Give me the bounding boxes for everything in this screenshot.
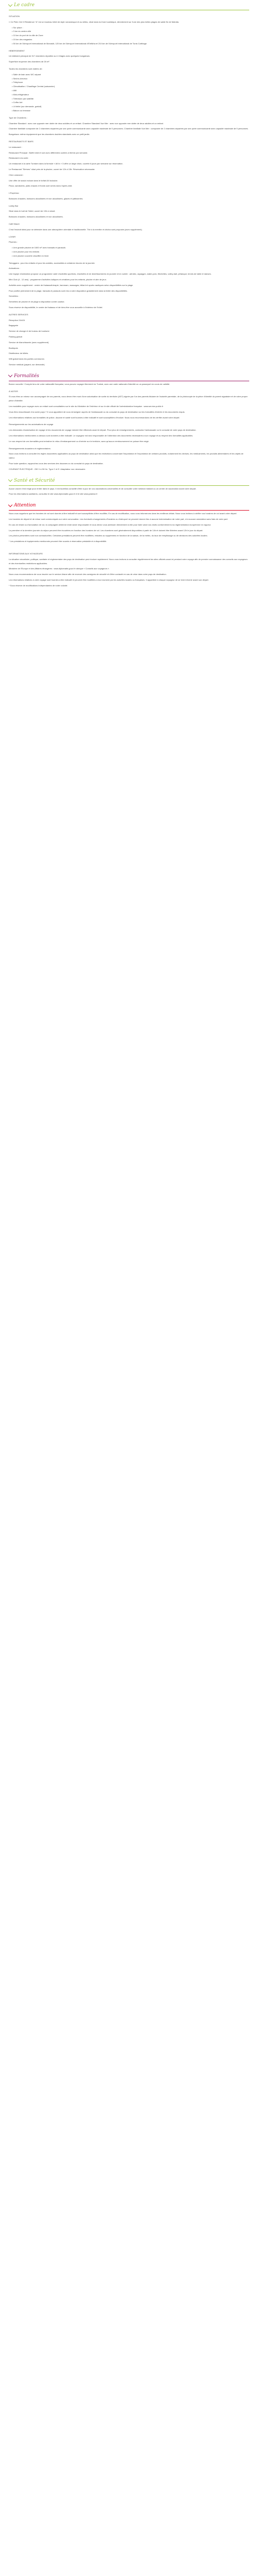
paragraph: Les modalités pour voyager avec un enfant sont consultables sur le site du Ministère de l'Intérieur et sur le site officiel de l'administration française : www.service-public.fr (9, 404, 164, 408)
section-body (9, 486, 249, 497)
list-item: • Salle de bain avec WC séparé (12, 73, 249, 77)
subheading: LOISIR (9, 235, 16, 238)
paragraph: « Ce Plein Ciel II Résidence "A" est un bouleau hôtel de style romanesque et au milieu, situé dans la Zone touristique, directement sur l'une des plus belles plages de sable fin de Mahdia. (9, 20, 180, 23)
bullet-list (9, 26, 249, 46)
paragraph: Les photos présentées sont non contractuelles. Certaines prestations peuvent être modifiées, réduites ou supprimées en fonction de la saison, de la météo, du taux de remplissage ou de décisions des autorités locales. (9, 534, 208, 537)
paragraph: Nous vous invitons à consulter les règles douanières applicables au pays de destination ainsi que les restrictions concernant l'importation et l'exportation de certains produits, notamment les devises, les médicaments, les produits alimentaires et les objets de valeur. (9, 452, 244, 460)
paragraph: Le non-respect de ces formalités peut entraîner le refus d'embarquement ou d'entrée sur le territoire, sans qu'aucun remboursement ne puisse être exigé. (9, 439, 149, 443)
paragraph: La première et la dernière journée du séjour peuvent être écourtées en fonction des horaires de vol. Les chambres sont généralement disponibles à partir de 14h et doivent être libérées avant 12h le jour du départ. (9, 529, 203, 532)
paragraph: Nous vous recommandons de vous inscrire sur le service Ariane afin de recevoir des consignes de sécurité et d'être contacté en cas de crise dans votre pays de destination. (9, 573, 167, 576)
paragraph: Bagagerie (9, 324, 19, 327)
list-item: • 50 km de l'Aéroport International de Monastir, 120 km de l'Aéroport International d'Enfidha et 210 km de l'Aéroport International de Tunis Carthage. (12, 42, 249, 46)
subheading: Type de Chambres : (9, 116, 28, 119)
section-body (9, 381, 249, 471)
paragraph: Un bâtiment principal de 317 chambres réparties sur 4 étages avec quelques bungalows. (9, 55, 90, 58)
paragraph: Situé dans le hall de l'hôtel, ouvert de 10h à minuit. (9, 210, 56, 213)
paragraph: Piscines : (9, 241, 18, 244)
paragraph: Boissons chaudes, boissons alcoolisées et non alcoolisées, glaces et pâtisseries. (9, 197, 84, 200)
subheading: AUTRES SERVICES (9, 313, 28, 316)
section-body (9, 548, 249, 588)
paragraph: Le restaurant : (9, 145, 22, 148)
subheading: INFORMATIONS AUX VOYAGEURS (9, 552, 43, 555)
paragraph: Chez caravane : (9, 173, 24, 176)
paragraph: Une offre de snack incluse dans le forfait All Inclusive. (9, 179, 58, 182)
paragraph: La situation sécuritaire, politique, sanitaire et réglementaire des pays de destination peut évoluer rapidement. Nous vous invitons à consulter régulièrement les sites officiels avant et pendant votre voyage afin de prendre connaissance des conseils aux voyageurs et des éventuelles restrictions applicables. (9, 557, 248, 565)
subheading: À NOTER (9, 389, 18, 393)
paragraph: En cas de retard ou d'annulation de vol, la compagnie aérienne reste seule responsable et vous devez vous adresser directement à elle pour faire valoir vos droits conformément à la réglementation européenne en vigueur. (9, 523, 212, 526)
paragraph: Boutiques (9, 346, 18, 349)
paragraph: Sous réserve de disponibilité, le centre de thalasso et de bien-être vous accueille à l'intérieur de l'hôtel. (9, 306, 103, 309)
bullet-list (9, 246, 249, 258)
section-header[interactable] (9, 476, 249, 486)
paragraph: Pour les informations sanitaires, consultez le site www.diplomatie.gouv.fr et le site www.pasteur.fr (9, 493, 98, 496)
paragraph: Activités avec supplément : centre de thalassothérapie, hammam, massages, billard et sports nautiques selon disponibilités sur la plage. (9, 283, 134, 286)
list-item: • Télévision par satellite (12, 97, 249, 101)
paragraph: Animations : (9, 267, 21, 270)
list-item: • 15 km des magasins (12, 38, 249, 42)
section-informations (9, 548, 249, 588)
paragraph: Les informations relatives aux formalités de police, douane et santé sont fournies à titre indicatif et sont susceptibles d'évoluer. Nous vous recommandons de les vérifier avant votre départ. (9, 416, 180, 419)
list-item: • 3 km du centre-ville (12, 29, 249, 33)
paragraph: Service médical (payant, sur demande) (9, 363, 45, 366)
subheading: Renseignements sur les autorisations de voyage (9, 423, 54, 426)
paragraph: Superficie moyenne des chambres de 28 m². (9, 60, 50, 63)
paragraph: Service de blanchisserie (avec supplément) (9, 341, 49, 344)
paragraph: Ministère de l'Europe et des Affaires étrangères : www.diplomatie.gouv.fr rubrique « Conseils aux voyageurs ». (9, 567, 110, 570)
paragraph: Toutes les chambres sont dotées de : (9, 67, 43, 70)
list-item: • Une piscine couverte chauffée en hiver (12, 254, 249, 258)
paragraph: C'est l'endroit idéal pour se détendre dans une atmosphère orientale et traditionnelle. Thé à la menthe et chicha sont proposés (avec supplément). (9, 228, 142, 231)
paragraph: Pour toute question, rapprochez-vous des services des douanes ou du consulat du pays de destination. (9, 462, 104, 465)
list-item: • Une grande piscine de 1600 m² avec transats et parasols (12, 246, 249, 250)
paragraph: Les demandes d'autorisation de voyage et les documents de voyage doivent être effectués avant le départ. Pour plus de renseignements, contactez l'ambassade ou le consulat de votre pays de destination. (9, 429, 197, 432)
paragraph: Chambre familiale composée de 2 chambres séparées par une porte communicante avec capacité maximale de 5 personnes. Chambre familiale Vue Mer : composée de 2 chambres séparées par une porte communicante avec capacité maximale de 5 personnes. (9, 127, 249, 130)
chevron-down-icon[interactable] (8, 478, 12, 482)
list-item: • Balcon ou terrasse (12, 109, 249, 113)
section-cadre (9, 0, 249, 367)
section-title: Santé et Sécurité (14, 478, 55, 483)
subheading: RESTAURANTS ET BARS (9, 140, 34, 143)
section-sante (9, 476, 249, 497)
subheading: SITUATION (9, 15, 20, 18)
list-item: • Coffre-fort (12, 100, 249, 105)
paragraph: Restaurant Principal : Buffet midi et soir avec différentes soirées à thème par semaine. (9, 151, 88, 154)
paragraph: * Les prestations et équipements mentionnés peuvent être soumis à réservation préalable et à disponibilité. (9, 540, 107, 543)
section-title: Le cadre (14, 3, 35, 8)
paragraph: Un restaurant à la carte Tunisien dans la formule « All In » 3 offre un large choix, ouverte 6 jours par semaine sur réservation. (9, 162, 123, 165)
section-title: Formalités (14, 373, 39, 379)
paragraph: Restaurant à la carte : (9, 157, 29, 160)
paragraph: Chambre Standard : avec vue opposée mer dotée de deux adultes et un enfant. Chambre Standard Vue Mer : avec vue opposée mer dotée de deux adultes et un enfant. (9, 122, 164, 125)
chevron-down-icon[interactable] (8, 2, 12, 6)
paragraph: Si vous êtes un mineur non accompagné de vos parents, vous devez être muni d'une autorisation de sortie du territoire (AST) signée par l'un des parents titulaire de l'autorité parentale, de la photocopie de la pièce d'identité du parent signataire et de votre propre pièce d'identité. (9, 395, 248, 402)
list-item: • Mini-réfrigérateur (12, 93, 249, 97)
subheading: HEBERGEMENT (9, 49, 25, 52)
list-item: • Lit bébé (sur demande, gratuit) (12, 105, 249, 109)
list-item: • Sèche-cheveux (12, 77, 249, 81)
paragraph: Bonne nouvelle ! Compte tenu de votre nationalité française, vous pouvez voyager librement en Tunisie, avec une carte nationale d'identité ou un passeport en cours de validité. (9, 382, 170, 385)
subheading: L'Espresso (9, 192, 19, 195)
paragraph: COURANT ÉLECTRIQUE : 230 V à 50 Hz. Type C et E. Adaptateur non nécessaire. (9, 467, 86, 470)
paragraph: Le Restaurant "Sirènes" situé près de la piscine, ouvert de 12h à 15h. Réservation nécessaire. (9, 167, 95, 171)
paragraph: Wifi gratuit dans les parties communes (9, 358, 44, 361)
paragraph: Serviettes : (9, 295, 20, 298)
subheading: Café Maure (9, 223, 20, 226)
paragraph: Les informations mentionnées ci-dessus sont données à titre indicatif. Le voyageur est seul responsable de l'obtention des documents nécessaires à son voyage et au respect des formalités applicables. (9, 434, 194, 437)
subheading: Lobby Bar (9, 204, 19, 207)
paragraph: Parking gratuit (9, 335, 22, 338)
bullet-list (9, 73, 249, 113)
paragraph: Une équipe d'animation propose un programme varié d'activités sportives, d'activités et de divertissements en journée et en soirée : aérobic, aquagym, water-polo, fléchettes, volley-ball, pétanque, tennis de table et danses. (9, 273, 212, 276)
chevron-down-icon[interactable] (8, 373, 12, 377)
section-attention (9, 500, 249, 544)
paragraph: Nous vous rappelons que les horaires de vol sont donnés à titre indicatif et sont susceptibles d'être modifiés. En cas de modification, nous vous informerons dans les meilleurs délais. Nous vous invitons à vérifier vos horaires de vol avant votre départ. (9, 512, 237, 515)
paragraph: Les horaires de départ et de retour sont communiqués sur votre convocation. Les éventuels changements d'horaires ou d'aéroport ne peuvent donner lieu à aucune indemnisation de notre part, ni à aucune annulation sans frais de votre part. (9, 517, 228, 520)
paragraph: Serviettes de piscine et de plage à disposition contre caution. (9, 300, 65, 303)
section-body (9, 511, 249, 544)
paragraph: Les informations relatives à votre voyage sont fournies à titre indicatif et peuvent être modifiées à tout moment par les autorités locales ou françaises. Il appartient à chaque voyageur de se tenir informé avant son départ. (9, 578, 209, 581)
list-item: • Climatisation / Chauffage Central (saisonnier) (12, 84, 249, 89)
paragraph: Vous êtes ressortissant d'un autre pays ? Il vous appartient de vous renseigner auprès de l'ambassade ou du consulat du pays de destination sur les formalités d'entrée et les documents requis. (9, 410, 185, 413)
section-header[interactable] (9, 500, 249, 511)
paragraph: * Sous réserve de modifications indépendantes de notre volonté. (9, 584, 68, 587)
list-item: • Une piscine pour les enfants (12, 250, 249, 254)
paragraph: Toboggans : pour les enfants et pour les adultes, accessibles à certaines heures de la journée. (9, 261, 95, 264)
paragraph: Mini Club (4 - 12 ans) : programme d'activités ludiques et créatives pour les enfants, piscine et aire de jeux. (9, 278, 107, 281)
list-item: • Wifi (12, 89, 249, 93)
chevron-down-icon[interactable] (8, 502, 12, 506)
section-body (9, 10, 249, 367)
list-item: • Sur place : (12, 26, 249, 30)
paragraph: Bungalows: même équipement que les chambres doubles standards avec un petit jardin. (9, 133, 90, 136)
paragraph: Service de change et de bureau de tourisme (9, 330, 50, 333)
paragraph: Pizza, sandwichs, plats chauds et froids sont servis dans l'après-midi. (9, 184, 73, 188)
paragraph: Boissons chaudes, boissons alcoolisées et non alcoolisées. (9, 215, 63, 218)
list-item: • Téléphone (12, 80, 249, 84)
section-title: Attention (14, 503, 36, 509)
paragraph: Aucun vaccin n'est exigé pour entrer dans le pays. Il est toutefois conseillé d'être à jour de vos vaccinations universelles et de consulter votre médecin traitant ou un centre de vaccination avant votre départ. (9, 487, 197, 490)
section-header[interactable] (9, 371, 249, 381)
list-item: • 10 km du port de la ville de Zone (12, 33, 249, 38)
subheading: Renseignements douaniers et réglementaires (9, 447, 51, 450)
paragraph: Pour profiter pleinement de la plage, transats et parasols sont mis à votre disposition gratuitement dans la limite des disponibilités. (9, 289, 128, 292)
paragraph: Distributeur de billets (9, 352, 28, 355)
paragraph: Réception 24h/24 (9, 318, 25, 321)
section-header[interactable] (9, 0, 249, 10)
section-formalites (9, 371, 249, 471)
info-page (0, 0, 258, 599)
